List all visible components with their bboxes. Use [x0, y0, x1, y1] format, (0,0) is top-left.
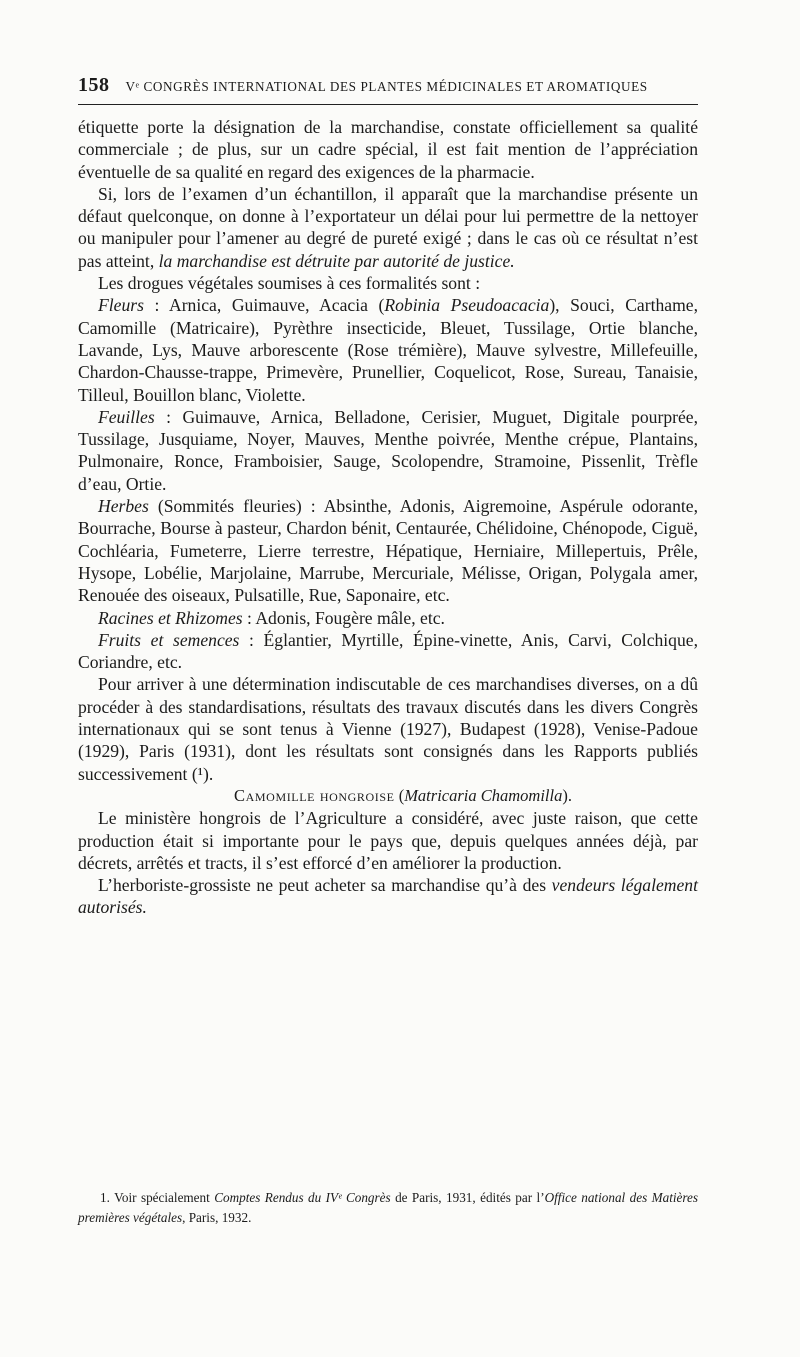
footnote-office: Office national des Matières premières végétales — [78, 1190, 699, 1225]
paragraph-ministere: Le ministère hongrois de l’Agriculture a considéré, avec juste raison, que cette production était si importante pour le pays que, depuis quelques années déjà, par décrets, arrêtés et tracts, il s’est efforcé d’en améliorer la production. — [78, 808, 698, 873]
paragraph-drogues: Les drogues végétales soumises à ces formalités sont : — [98, 273, 481, 294]
list-feuilles: Feuilles : Guimauve, Arnica, Belladone, Cerisier, Muguet, Digitale pourprée, Tussilage, Jusquiame, Noyer, Mauves, Menthe poivrée, Menthe crépue, Plantains, Pulmonaire, Ronce, Framboisier, Sauge, Scolopendre, Stramoine, Pissenlit, Trèfle d’eau, Ortie. — [78, 406, 698, 494]
footnote-title: Comptes Rendus du IVᵉ Congrès — [214, 1190, 391, 1205]
latin-name: Robinia Pseudoacacia — [384, 295, 550, 316]
header-rule — [78, 104, 698, 105]
emphasis-destruction: la marchandise est détruite par autorité de justice. — [158, 250, 515, 271]
paragraph-examen: Si, lors de l’examen d’un échantillon, il apparaît que la marchandise présente un défaut quelconque, on donne à l’exportateur un délai pour lui permettre de la nettoyer ou manipuler pour l’amener au degré de pureté exigé ; dans le cas où ce résultat n’est pas atteint, la marchandise est détruite par autorité de justice. — [78, 183, 698, 271]
list-fruits: Fruits et semences : Églantier, Myrtille, Épine-vinette, Anis, Carvi, Colchique, Coriandre, etc. — [78, 629, 698, 673]
paragraph-standardisation: Pour arriver à une détermination indiscutable de ces marchandises diverses, on a dû procéder à des standardisations, résultats des travaux discutés dans les divers Congrès internationaux qui se sont tenus à Vienne (1927), Budapest (1928), Venise-Padoue (1929), Paris (1931), dont les résultats sont consignés dans les Rapports publiés successivement (¹). — [78, 674, 698, 784]
category-label: Fruits et semences — [98, 629, 240, 650]
list-fleurs: Fleurs : Arnica, Guimauve, Acacia (Robinia Pseudoacacia), Souci, Carthame, Camomille (Matricaire), Pyrèthre insecticide, Bleuet, Tussilage, Ortie blanche, Lavande, Lys, Mauve arborescente (Rose trémière), Mauve sylvestre, Millefeuille, Chardon-Chausse-trappe, Primevère, Prunellier, Coquelicot, Rose, Sureau, Tanaisie, Tilleul, Bouillon blanc, Violette. — [78, 295, 698, 405]
category-label: Feuilles — [98, 406, 155, 427]
section-title-label: Camomille hongroise — [234, 785, 395, 805]
section-title: Camomille hongroise (Matricaria Chamomilla). — [234, 785, 572, 805]
category-label: Fleurs — [98, 295, 144, 316]
section-title-latin: Matricaria Chamomilla — [404, 785, 563, 805]
footnote: 1. Voir spécialement Comptes Rendus du IVᵉ Congrès de Paris, 1931, édités par l’Office national des Matières premières végétales, Paris, 1932. — [78, 1190, 699, 1225]
paragraph-etiquette: étiquette porte la désignation de la marchandise, constate officiellement sa qualité commerciale ; de plus, sur un cadre spécial, il est fait mention de l’appréciation éventuelle de sa qualité en regard des exigences de la pharmacie. — [78, 117, 698, 182]
footnote-number: 1. — [100, 1190, 110, 1205]
category-label: Racines et Rhizomes — [98, 607, 243, 628]
category-label: Herbes — [98, 496, 149, 517]
page-number: 158 — [78, 74, 110, 96]
emphasis-vendeurs: vendeurs légalement autorisés. — [78, 875, 698, 918]
list-herbes: Herbes (Sommités fleuries) : Absinthe, Adonis, Aigremoine, Aspérule odorante, Bourrache, Bourse à pasteur, Chardon bénit, Centaurée, Chélidoine, Chénopode, Ciguë, Cochléaria, Fumeterre, Lierre terrestre, Hépatique, Herniaire, Millepertuis, Prêle, Hysope, Lobélie, Marjolaine, Marrube, Mercuriale, Mélisse, Origan, Polygala amer, Renouée des oiseaux, Pulsatille, Rue, Saponaire, etc. — [78, 496, 698, 606]
footnote-reference: (¹) — [191, 763, 209, 784]
list-racines: Racines et Rhizomes : Adonis, Fougère mâle, etc. — [98, 607, 445, 628]
body-text — [78, 116, 698, 919]
paragraph-herboriste: L’herboriste-grossiste ne peut acheter sa marchandise qu’à des vendeurs légalement autorisés. — [78, 875, 698, 918]
page-header — [78, 74, 698, 98]
running-title: Vᵉ CONGRÈS INTERNATIONAL DES PLANTES MÉDICINALES ET AROMATIQUES — [125, 79, 648, 94]
